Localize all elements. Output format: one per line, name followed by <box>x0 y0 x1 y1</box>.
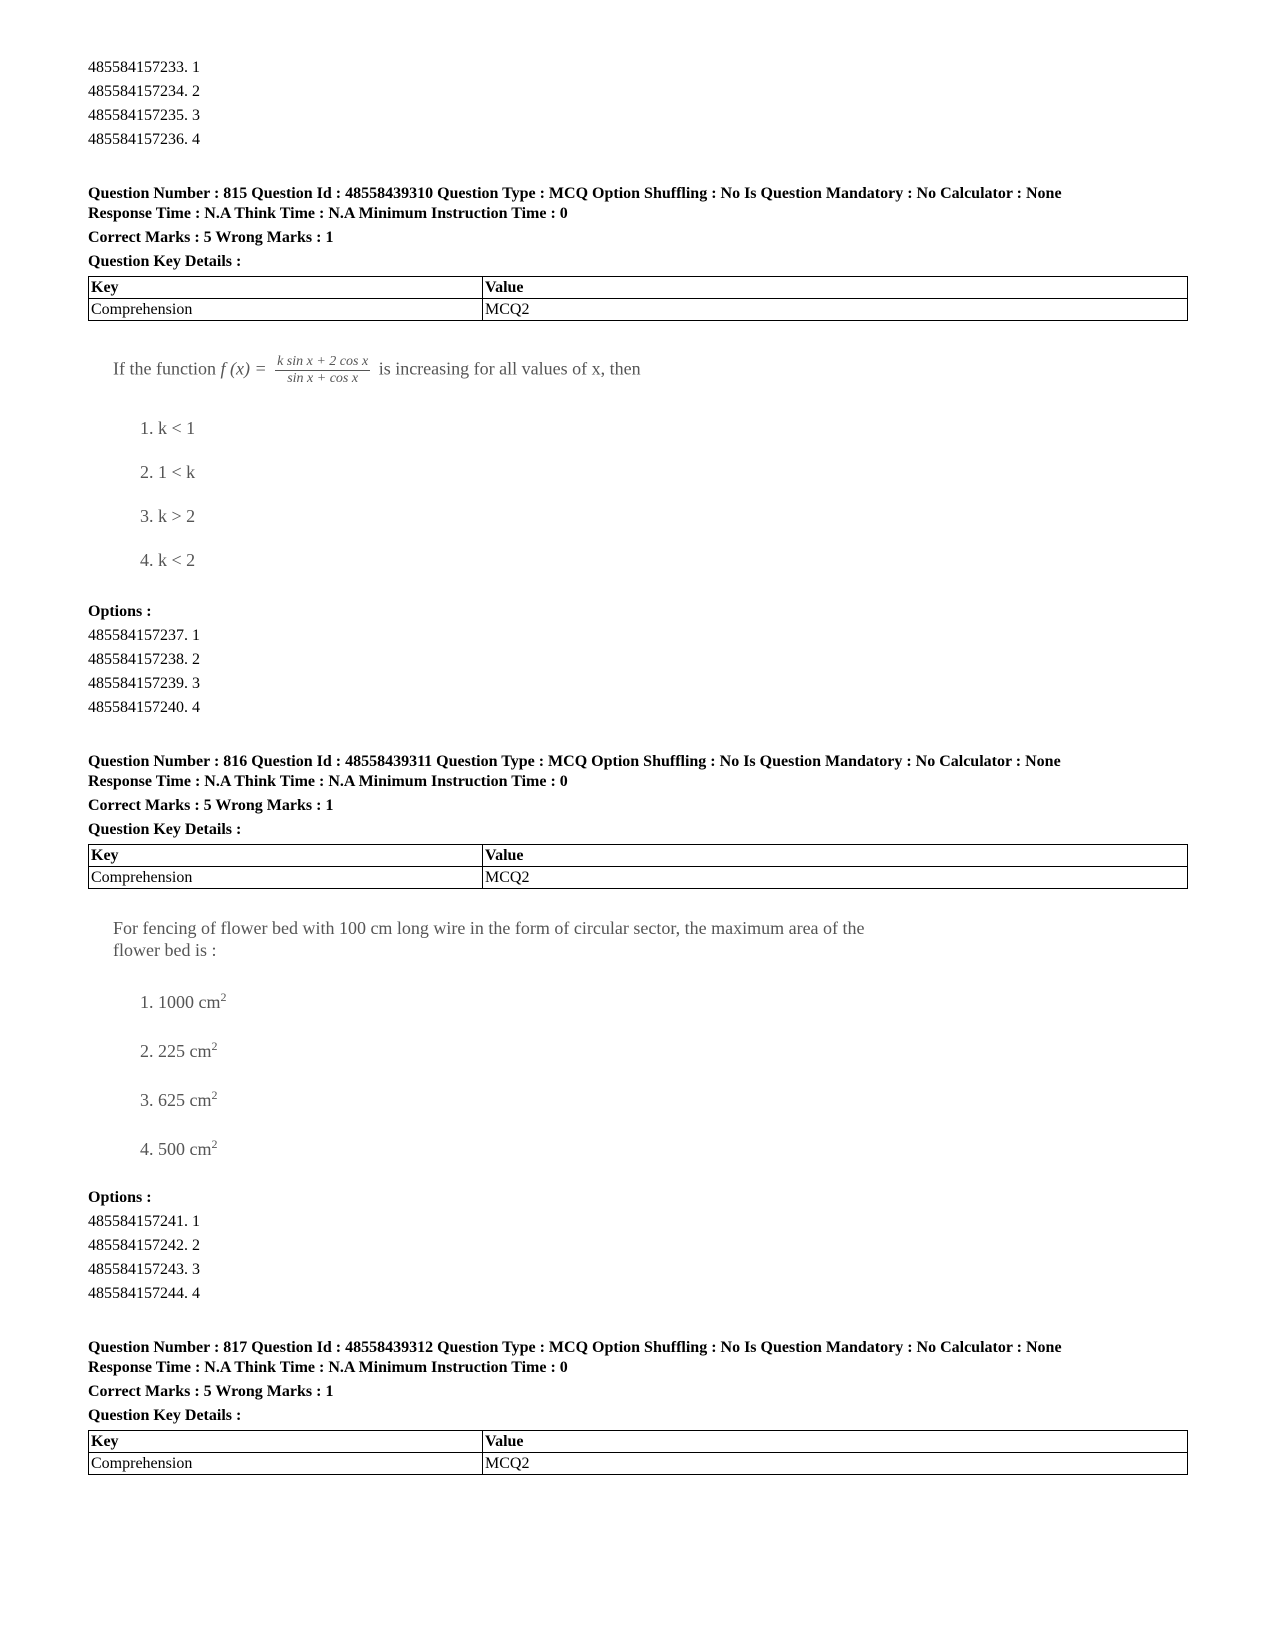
choice <box>140 990 227 1013</box>
choice <box>140 1088 218 1111</box>
table-row <box>89 1453 1188 1475</box>
option-id: 485584157236. 4 <box>88 131 200 148</box>
table-key-cell: Comprehension <box>89 867 483 889</box>
question-header: Question Number : 815 Question Id : 48558439310 Question Type : MCQ Option Shuffling : No Is Question Mandatory : No Calculator : None <box>88 185 1062 202</box>
table-row <box>89 299 1188 321</box>
stem-function: f (x) = <box>220 358 267 379</box>
option-id: 485584157237. 1 <box>88 627 200 644</box>
choice-superscript: 2 <box>211 1039 218 1053</box>
table-key-header: Key <box>89 277 483 299</box>
table-value-header: Value <box>483 1431 1188 1453</box>
key-details-label: Question Key Details : <box>88 1407 242 1424</box>
choice-text: 2. 225 cm <box>140 1041 212 1061</box>
fraction-denominator: sin x + cos x <box>287 371 359 386</box>
key-details-table <box>88 844 1188 889</box>
key-details-label: Question Key Details : <box>88 253 242 270</box>
table-value-cell: MCQ2 <box>483 1453 1188 1475</box>
fraction-numerator: k sin x + 2 cos x <box>277 354 369 369</box>
choice-text: 1. 1000 cm <box>140 992 221 1012</box>
table-key-cell: Comprehension <box>89 299 483 321</box>
table-key-cell: Comprehension <box>89 1453 483 1475</box>
option-id: 485584157239. 3 <box>88 675 200 692</box>
table-value-header: Value <box>483 277 1188 299</box>
choice: 3. k > 2 <box>140 506 196 526</box>
stem-text: is increasing for all values of x, then <box>378 358 641 379</box>
option-id: 485584157234. 2 <box>88 83 200 100</box>
option-id: 485584157241. 1 <box>88 1213 200 1230</box>
option-id: 485584157233. 1 <box>88 59 200 76</box>
question-timing: Response Time : N.A Think Time : N.A Minimum Instruction Time : 0 <box>88 205 568 222</box>
question-stem <box>113 354 641 387</box>
options-label: Options : <box>88 1189 152 1206</box>
option-id: 485584157243. 3 <box>88 1261 200 1278</box>
option-id: 485584157240. 4 <box>88 699 200 716</box>
choice-superscript: 2 <box>220 990 227 1004</box>
table-header-row <box>89 1431 1188 1453</box>
choice <box>140 1137 218 1160</box>
choice: 4. k < 2 <box>140 550 196 570</box>
choice-text: 4. 500 cm <box>140 1139 212 1159</box>
table-value-header: Value <box>483 845 1188 867</box>
table-header-row <box>89 277 1188 299</box>
option-id: 485584157242. 2 <box>88 1237 200 1254</box>
option-id: 485584157238. 2 <box>88 651 200 668</box>
question-timing: Response Time : N.A Think Time : N.A Minimum Instruction Time : 0 <box>88 773 568 790</box>
table-key-header: Key <box>89 1431 483 1453</box>
table-value-cell: MCQ2 <box>483 299 1188 321</box>
stem-fraction <box>275 354 370 387</box>
choice-text: 3. 625 cm <box>140 1090 212 1110</box>
question-timing: Response Time : N.A Think Time : N.A Minimum Instruction Time : 0 <box>88 1359 568 1376</box>
stem-text: If the function <box>113 358 216 379</box>
choice <box>140 1039 218 1062</box>
choice: 1. k < 1 <box>140 418 196 438</box>
option-id: 485584157235. 3 <box>88 107 200 124</box>
table-key-header: Key <box>89 845 483 867</box>
options-label: Options : <box>88 603 152 620</box>
key-details-table <box>88 276 1188 321</box>
table-row <box>89 867 1188 889</box>
choice-superscript: 2 <box>211 1088 218 1102</box>
question-marks: Correct Marks : 5 Wrong Marks : 1 <box>88 1383 334 1400</box>
choice: 2. 1 < k <box>140 462 196 482</box>
question-stem: For fencing of flower bed with 100 cm long wire in the form of circular sector, the maximum area of the <box>113 918 865 938</box>
option-id: 485584157244. 4 <box>88 1285 200 1302</box>
question-header: Question Number : 817 Question Id : 48558439312 Question Type : MCQ Option Shuffling : No Is Question Mandatory : No Calculator : None <box>88 1339 1062 1356</box>
table-header-row <box>89 845 1188 867</box>
key-details-label: Question Key Details : <box>88 821 242 838</box>
choice-superscript: 2 <box>211 1137 218 1151</box>
question-stem: flower bed is : <box>113 940 217 960</box>
table-value-cell: MCQ2 <box>483 867 1188 889</box>
question-marks: Correct Marks : 5 Wrong Marks : 1 <box>88 797 334 814</box>
question-marks: Correct Marks : 5 Wrong Marks : 1 <box>88 229 334 246</box>
key-details-table <box>88 1430 1188 1475</box>
question-header: Question Number : 816 Question Id : 48558439311 Question Type : MCQ Option Shuffling : No Is Question Mandatory : No Calculator : None <box>88 753 1061 770</box>
